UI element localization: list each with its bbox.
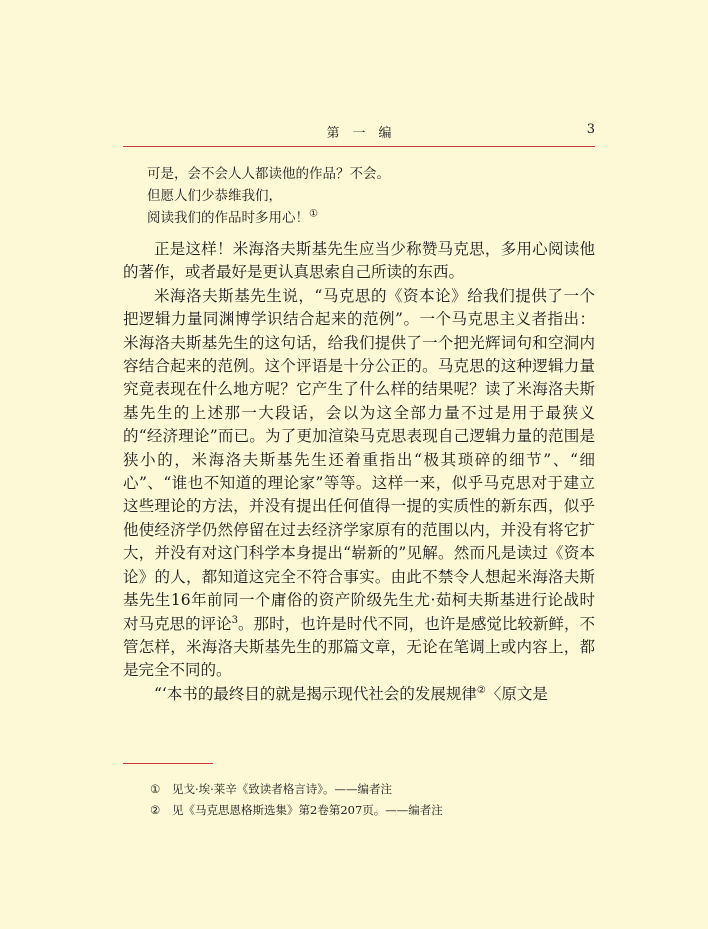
poem-quote	[147, 163, 390, 229]
header-rule	[123, 146, 595, 147]
footnote-text: 见戈·埃·莱辛《致读者格言诗》。——编者注	[172, 782, 393, 796]
paragraph: 正是这样！米海洛夫斯基先生应当少称赞马克思，多用心阅读他的著作，或者最好是更认真思索自己所读的东西。	[123, 240, 595, 282]
footnotes	[150, 779, 443, 821]
footnote-mark: ②	[150, 803, 161, 817]
poem-line-text: 阅读我们的作品时多用心！	[147, 210, 309, 226]
paragraph-text: 〈原文是	[485, 684, 548, 703]
footnote	[150, 800, 443, 821]
paragraph-text: 。那时，也许是时代不同，也许是感觉比较新鲜，不管怎样，米海洛夫斯基先生的那篇文章，无论在笔调上或内容上，都是完全不同的。	[123, 614, 595, 680]
poem-line	[147, 207, 390, 229]
footnote-text: 见《马克思恩格斯选集》第2卷第207页。——编者注	[172, 803, 443, 817]
footnote-ref: ②	[476, 684, 486, 696]
footnote-ref: ①	[309, 208, 318, 220]
poem-line: 但愿人们少恭维我们，	[147, 188, 282, 204]
poem-line: 可是，会不会人人都读他的作品？不会。	[147, 166, 390, 182]
footnote-mark: ①	[150, 782, 161, 796]
paragraph	[123, 683, 595, 706]
paragraph-text: “‘本书的最终目的就是揭示现代社会的发展规律	[154, 684, 477, 703]
paragraph	[123, 285, 595, 683]
body-text	[123, 238, 595, 706]
footnote	[150, 779, 443, 800]
page-number: 3	[586, 122, 595, 137]
page-header	[123, 118, 595, 142]
chapter-title: 第 一 编	[326, 126, 392, 141]
footnote-rule	[123, 763, 213, 764]
footnote-ref: 3	[231, 614, 239, 626]
paragraph-text: 米海洛夫斯基先生说，“马克思的《资本论》给我们提供了一个把逻辑力量同渊博学识结合起来的范例”。一个马克思主义者指出：米海洛夫斯基先生的这句话，给我们提供了一个把光辉词句和空洞内容结合起来的范例。这个评语是十分公正的。马克思的这种逻辑力量究竟表现在什么地方呢？它产生了什么样的结果呢？读了米海洛夫斯基先生的上述那一大段话，会以为这全部力量不过是用于最狭义的“经济理论”而已。为了更加渲染马克思表现自己逻辑力量的范围是狭小的，米海洛夫斯基先生还着重指出“极其琐碎的细节”、“细心”、“谁也不知道的理论家”等等。这样一来，似乎马克思对于建立这些理论的方法，并没有提出任何值得一提的实质性的新东西，似乎他使经济学仍然停留在过去经济学家原有的范围以内，并没有将它扩大，并没有对这门科学本身提出“崭新的”见解。然而凡是读过《资本论》的人，都知道这完全不符合事实。由此不禁令人想起米海洛夫斯基先生16年前同一个庸俗的资产阶级先生尤·茹柯夫斯基进行论战时对马克思的评论	[123, 286, 595, 633]
